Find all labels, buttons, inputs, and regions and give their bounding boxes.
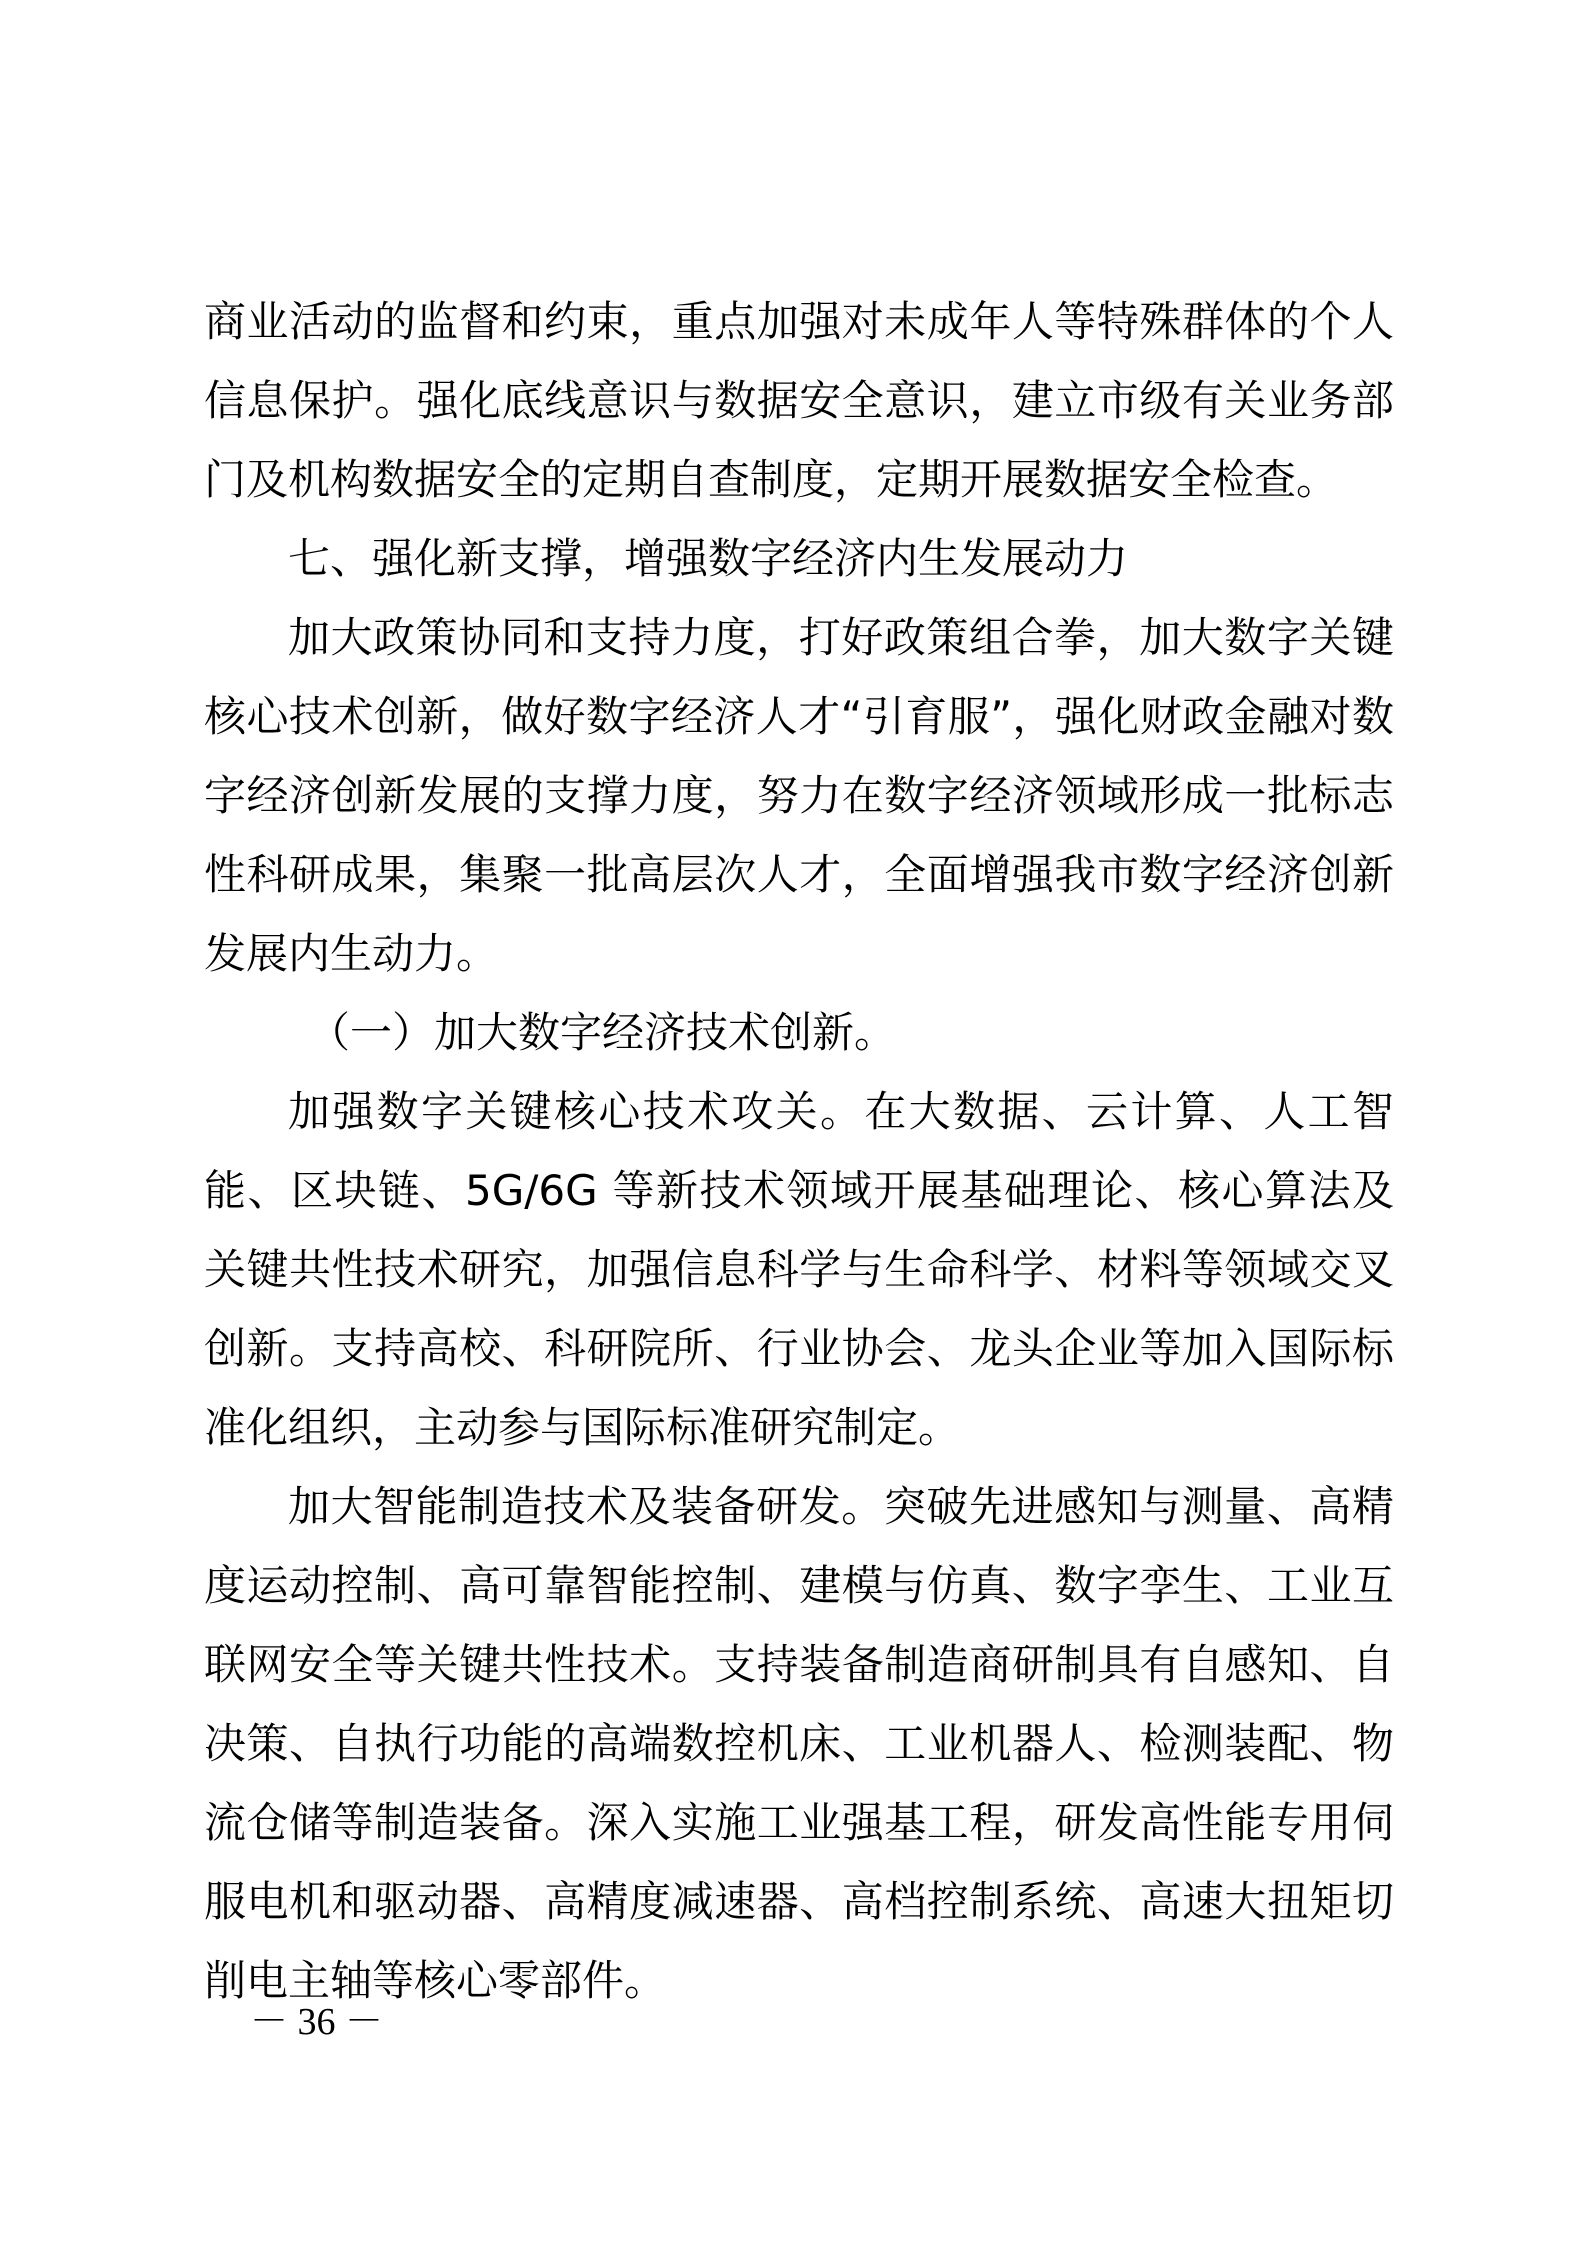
paragraph-core-tech: 加强数字关键核心技术攻关。在大数据、云计算、人工智能、区块链、5G/6G 等新技术领域开展基础理论、核心算法及关键共性技术研究，加强信息科学与生命科学、材料等领域交叉创新。支持高校、科研院所、行业协会、龙头企业等加入国际标准化组织，主动参与国际标准研究制定。	[204, 1087, 1394, 1452]
page-number: － 36 －	[250, 2001, 384, 2043]
subsection-heading: （一）加大数字经济技术创新。	[308, 1008, 897, 1057]
section-heading: 七、强化新支撑，增强数字经济内生发展动力	[288, 534, 1129, 583]
document-body	[204, 282, 1394, 2020]
paragraph-smart-manufacturing: 加大智能制造技术及装备研发。突破先进感知与测量、高精度运动控制、高可靠智能控制、建模与仿真、数字孪生、工业互联网安全等关键共性技术。支持装备制造商研制具有自感知、自决策、自执行功能的高端数控机床、工业机器人、检测装配、物流仓储等制造装备。深入实施工业强基工程，研发高性能专用伺服电机和驱动器、高精度减速器、高档控制系统、高速大扭矩切削电主轴等核心零部件。	[204, 1482, 1394, 2005]
section-intro-paragraph: 加大政策协同和支持力度，打好政策组合拳，加大数字关键核心技术创新，做好数字经济人才“引育服”，强化财政金融对数字经济创新发展的支撑力度，努力在数字经济领域形成一批标志性科研成果，集聚一批高层次人才，全面增强我市数字经济创新发展内生动力。	[204, 613, 1394, 978]
paragraph-continuation: 商业活动的监督和约束，重点加强对未成年人等特殊群体的个人信息保护。强化底线意识与数据安全意识，建立市级有关业务部门及机构数据安全的定期自查制度，定期开展数据安全检查。	[204, 297, 1394, 504]
